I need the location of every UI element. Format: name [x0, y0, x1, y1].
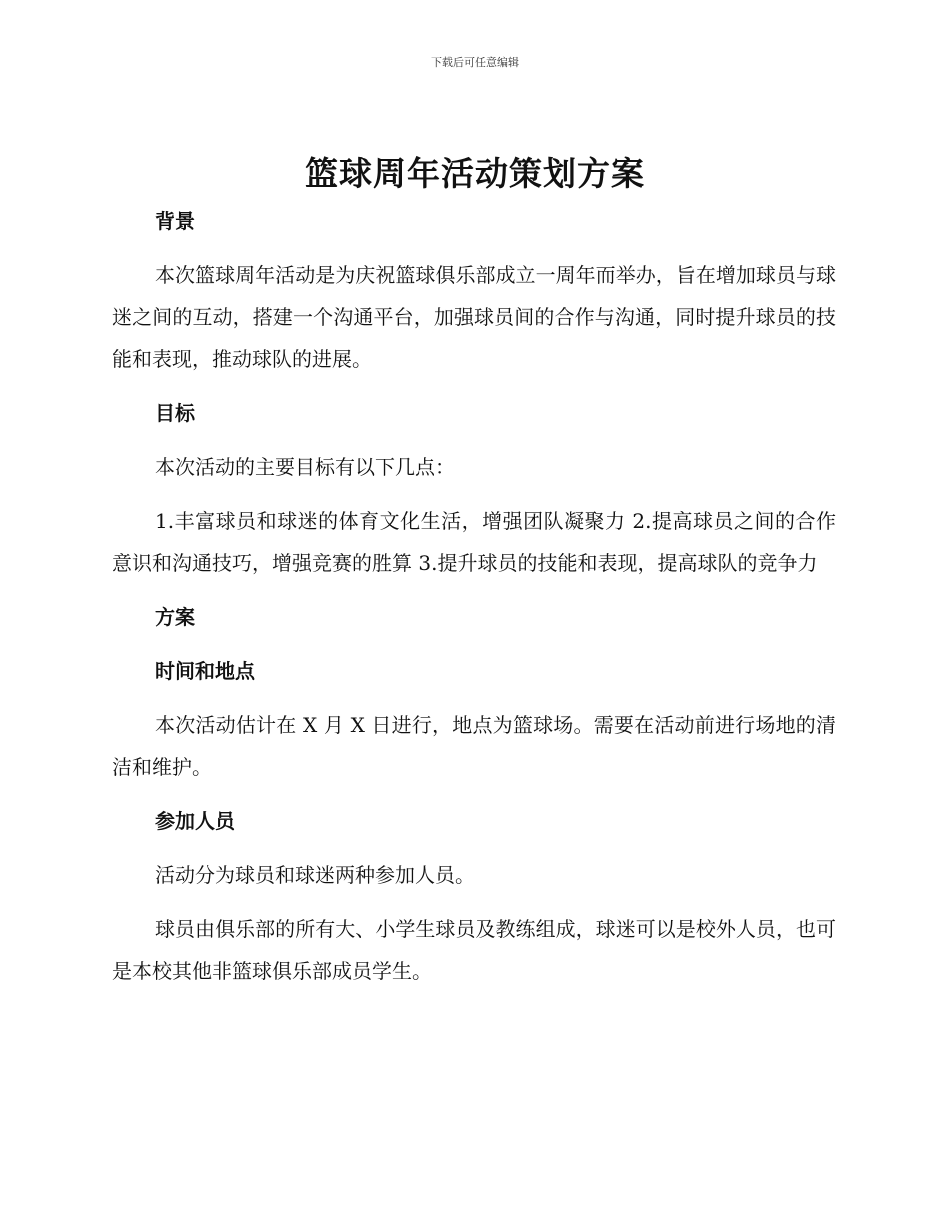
paragraph-participants-1: 活动分为球员和球迷两种参加人员。 — [155, 863, 475, 887]
heading-plan: 方案 — [155, 605, 195, 629]
heading-background: 背景 — [155, 209, 195, 233]
paragraph-goals-intro: 本次活动的主要目标有以下几点： — [155, 455, 455, 479]
paragraph-participants-2: 球员由俱乐部的所有大、小学生球员及教练组成，球迷可以是校外人员，也可是本校其他非篮球俱乐部成员学生。 — [112, 917, 836, 983]
document-body — [112, 200, 836, 992]
paragraph-time-place: 本次活动估计在 X 月 X 日进行，地点为篮球场。需要在活动前进行场地的清洁和维护。 — [112, 713, 836, 779]
paragraph-goals-list: 1.丰富球员和球迷的体育文化生活，增强团队凝聚力 2.提高球员之间的合作意识和沟通技巧，增强竞赛的胜算 3.提升球员的技能和表现，提高球队的竞争力 — [112, 509, 836, 575]
header-note: 下载后可任意编辑 — [431, 56, 519, 69]
paragraph-background: 本次篮球周年活动是为庆祝篮球俱乐部成立一周年而举办，旨在增加球员与球迷之间的互动，搭建一个沟通平台，加强球员间的合作与沟通，同时提升球员的技能和表现，推动球队的进展。 — [112, 263, 836, 371]
heading-goals: 目标 — [155, 401, 195, 425]
heading-participants: 参加人员 — [155, 809, 235, 833]
document-title: 篮球周年活动策划方案 — [305, 154, 645, 193]
heading-time-place: 时间和地点 — [155, 659, 255, 683]
